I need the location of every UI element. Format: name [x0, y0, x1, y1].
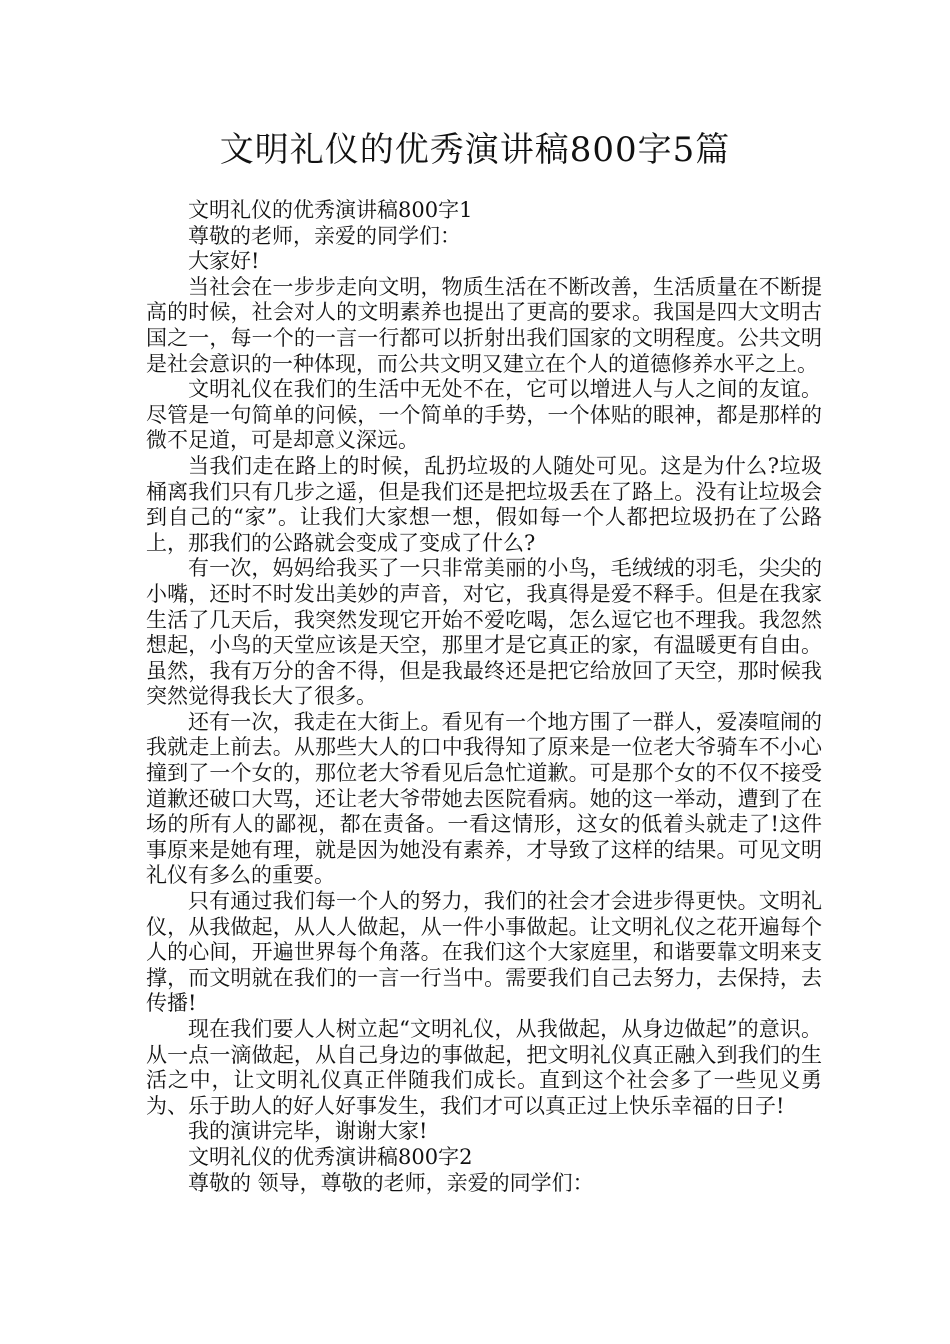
paragraph-closing: 我的演讲完毕，谢谢大家! — [188, 1119, 428, 1144]
paragraph-salutation-2: 尊敬的 领导，尊敬的老师，亲爱的同学们： — [188, 1170, 594, 1195]
paragraph-salutation: 尊敬的老师，亲爱的同学们： — [188, 223, 461, 248]
paragraph: 文明礼仪在我们的生活中无处不在，它可以增进人与人之间的友谊。尽管是一句简单的问候，一个简单的手势，一个体贴的眼神，都是那样的微不足道，可是却意义深远。 — [146, 377, 822, 453]
paragraph: 有一次，妈妈给我买了一只非常美丽的小鸟，毛绒绒的羽毛，尖尖的小嘴，还时不时发出美妙的声音，对它，我真得是爱不释手。但是在我家生活了几天后，我突然发现它开始不爱吃喝，怎么逗它也不理我。我忽然想起，小鸟的天堂应该是天空，那里才是它真正的家，有温暖更有自由。虽然，我有万分的舍不得，但是我最终还是把它给放回了天空，那时候我突然觉得我长大了很多。 — [146, 556, 822, 709]
paragraph-heading-1: 文明礼仪的优秀演讲稿800字1 — [188, 198, 473, 222]
paragraph-greeting: 大家好! — [188, 249, 260, 274]
paragraph: 现在我们要人人树立起“文明礼仪，从我做起，从身边做起”的意识。从一点一滴做起，从自己身边的事做起，把文明礼仪真正融入到我们的生活之中，让文明礼仪真正伴随我们成长。直到这个社会多了一些见义勇为、乐于助人的好人好事发生，我们才可以真正过上快乐幸福的日子! — [146, 1017, 822, 1118]
paragraph-heading-2: 文明礼仪的优秀演讲稿800字2 — [188, 1144, 473, 1169]
paragraph: 还有一次，我走在大街上。看见有一个地方围了一群人，爱凑喧闹的我就走上前去。从那些大人的口中我得知了原来是一位老大爷骑车不小心撞到了一个女的，那位老大爷看见后急忙道歉。可是那个女的不仅不接受道歉还破口大骂，还让老大爷带她去医院看病。她的这一举动，遭到了在场的所有人的鄙视，都在责备。一看这情形，这女的低着头就走了!这件事原来是她有理，就是因为她没有素养，才导致了这样的结果。可见文明礼仪有多么的重要。 — [146, 709, 822, 888]
paragraph: 只有通过我们每一个人的努力，我们的社会才会进步得更快。文明礼仪，从我做起，从人人做起，从一件小事做起。让文明礼仪之花开遍每个人的心间，开遍世界每个角落。在我们这个大家庭里，和谐要靠文明来支撑，而文明就在我们的一言一行当中。需要我们自己去努力，去保持，去传播! — [146, 889, 822, 1016]
document-title: 文明礼仪的优秀演讲稿800字5篇 — [219, 130, 731, 170]
paragraph: 当我们走在路上的时候，乱扔垃圾的人随处可见。这是为什么?垃圾桶离我们只有几步之遥，但是我们还是把垃圾丢在了路上。没有让垃圾会到自己的“家”。让我们大家想一想，假如每一个人都把垃圾扔在了公路上，那我们的公路就会变成了变成了什么? — [146, 453, 822, 555]
paragraph: 当社会在一步步走向文明，物质生活在不断改善，生活质量在不断提高的时候，社会对人的文明素养也提出了更高的要求。我国是四大文明古国之一，每一个的一言一行都可以折射出我们国家的文明程度。公共文明是社会意识的一种体现，而公共文明又建立在个人的道德修养水平之上。 — [146, 274, 822, 376]
document-body — [146, 198, 822, 1196]
